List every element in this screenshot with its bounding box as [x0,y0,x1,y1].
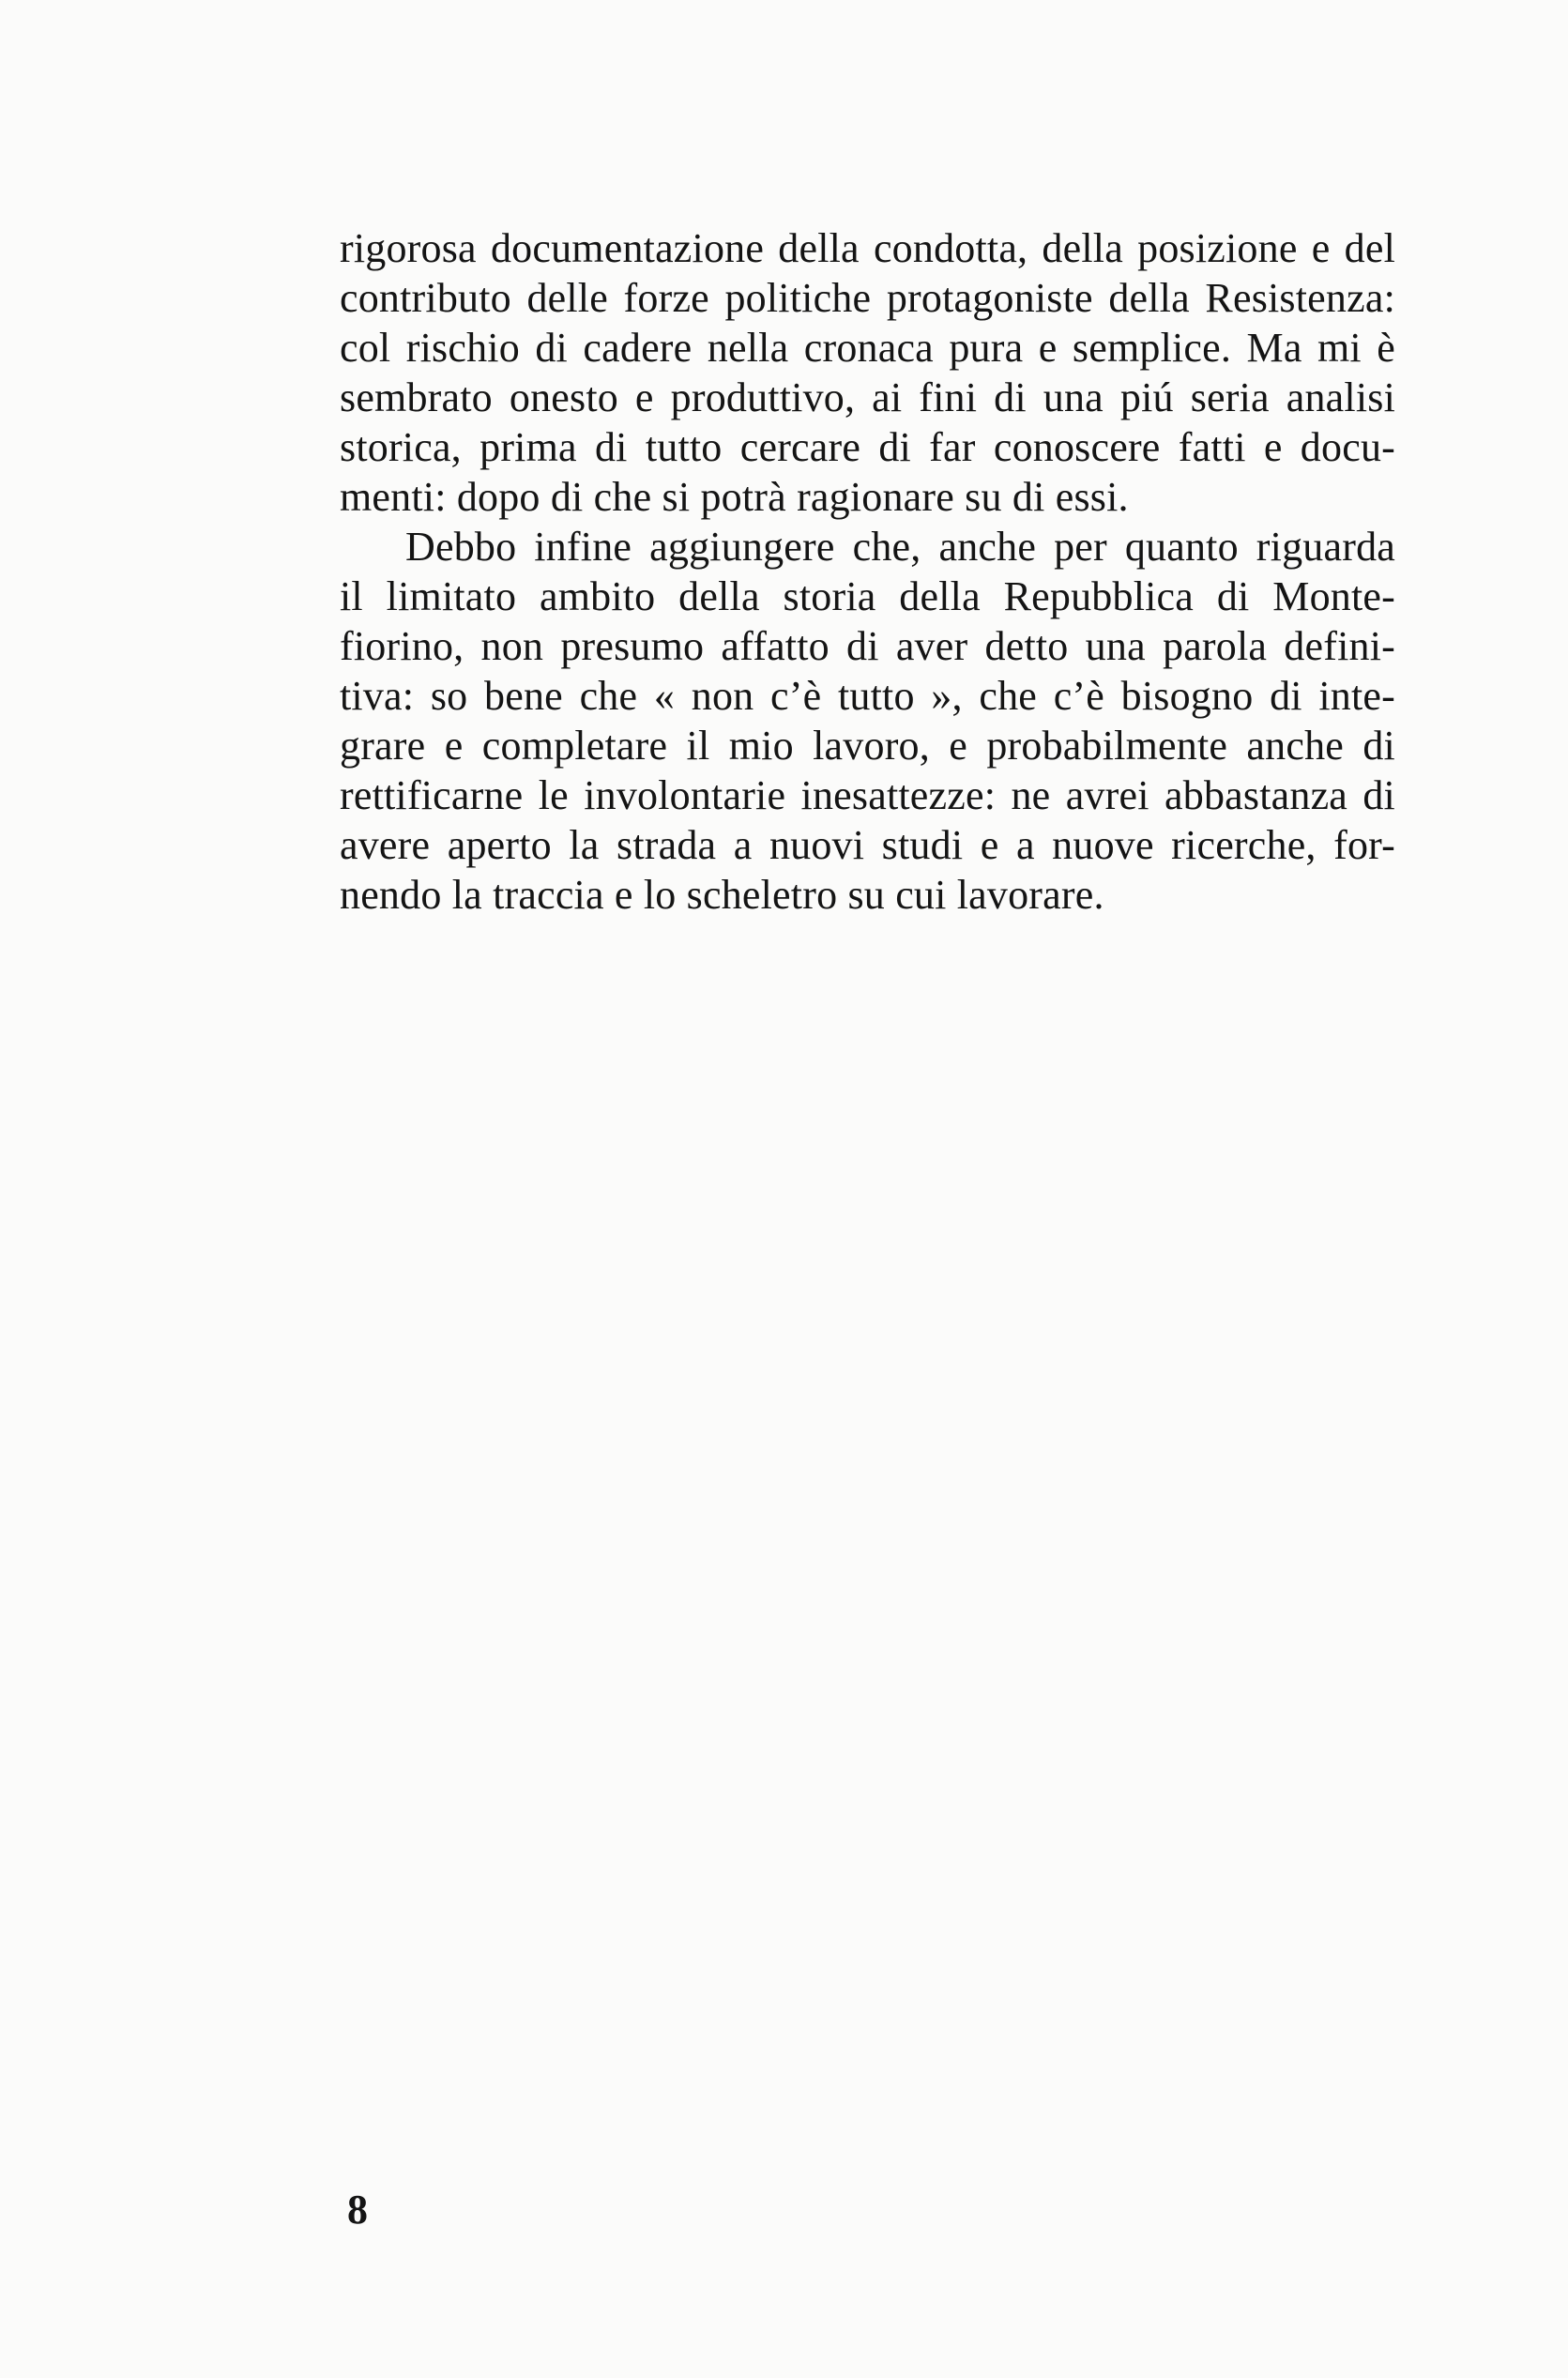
text-line: nendo la traccia e lo scheletro su cui lavorare. [340,872,1104,918]
text-line: menti: dopo di che si potrà ragionare su di essi. [340,474,1129,520]
paragraph-2 [340,522,1395,920]
text-line: fiorino, non presumo affatto di aver detto una parola defini- [340,623,1395,669]
text-line: contributo delle forze politiche protagoniste della Resistenza: [340,275,1395,321]
text-line: Debbo infine aggiungere che, anche per quanto riguarda [405,524,1395,570]
text-line: avere aperto la strada a nuovi studi e a nuove ricerche, for- [340,822,1395,868]
text-line: grare e completare il mio lavoro, e probabilmente anche di [340,723,1395,769]
paragraph-1 [340,223,1395,522]
text-line: tiva: so bene che « non c’è tutto », che c’è bisogno di inte- [340,673,1395,719]
text-line: rigorosa documentazione della condotta, della posizione e del [340,225,1395,271]
body-text [340,223,1395,920]
text-line: il limitato ambito della storia della Repubblica di Monte- [340,573,1395,619]
text-line: rettificarne le involontarie inesattezze: ne avrei abbastanza di [340,772,1395,818]
page-number: 8 [347,2187,368,2233]
text-line: sembrato onesto e produttivo, ai fini di una piú seria analisi [340,374,1395,420]
text-line: col rischio di cadere nella cronaca pura e semplice. Ma mi è [340,325,1395,371]
text-line: storica, prima di tutto cercare di far conoscere fatti e docu- [340,424,1395,470]
